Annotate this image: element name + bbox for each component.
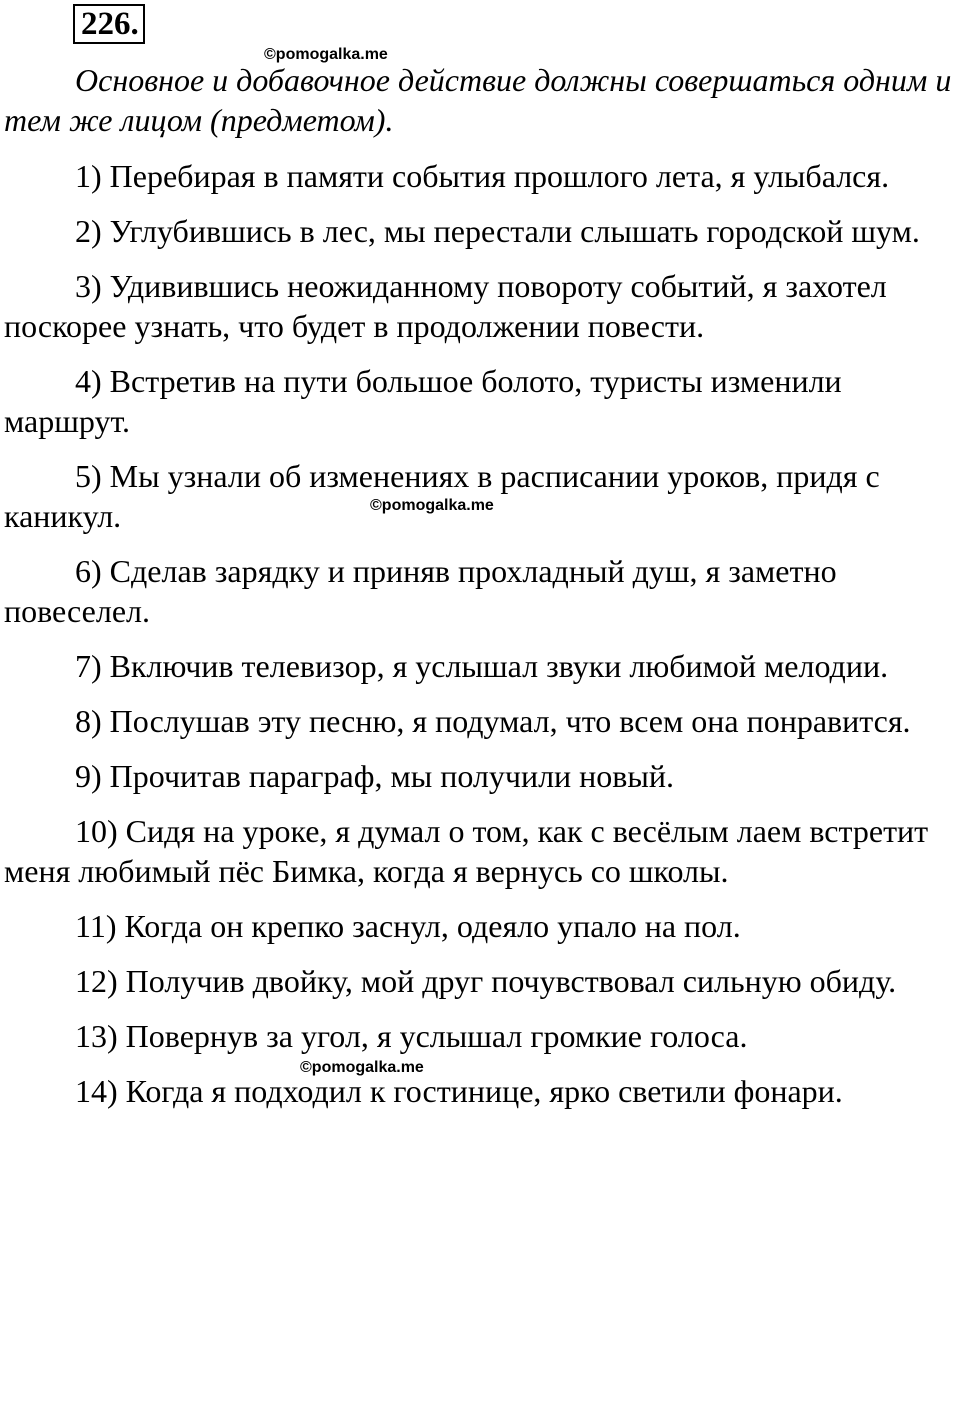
sentence-item: 3) Удивившись неожиданному повороту событий, я захотел поскорее узнать, что будет в продолжении повести. (4, 268, 887, 344)
sentence-item: 4) Встретив на пути большое болото, туристы изменили маршрут. (4, 363, 842, 439)
sentence-item: 8) Послушав эту песню, я подумал, что всем она понравится. (75, 703, 911, 739)
watermark: ©pomogalka.me (370, 497, 494, 514)
watermark: ©pomogalka.me (300, 1059, 424, 1076)
sentence-item: 10) Сидя на уроке, я думал о том, как с весёлым лаем встретит меня любимый пёс Бимка, когда я вернусь со школы. (4, 813, 929, 889)
rule-paragraph: Основное и добавочное действие должны совершаться одним и тем же лицом (предметом). (4, 62, 952, 138)
sentence-item: 11) Когда он крепко заснул, одеяло упало на пол. (75, 908, 741, 944)
exercise-text (4, 60, 954, 1126)
sentence-item: 9) Прочитав параграф, мы получили новый. (75, 758, 675, 794)
exercise-number: 226. (73, 4, 145, 44)
sentence-item: 6) Сделав зарядку и приняв прохладный душ, я заметно повеселел. (4, 553, 837, 629)
sentence-item: 13) Повернув за угол, я услышал громкие голоса. (75, 1018, 748, 1054)
sentence-item: 5) Мы узнали об изменениях в расписании уроков, придя с каникул. (4, 458, 880, 534)
sentence-item: 7) Включив телевизор, я услышал звуки любимой мелодии. (75, 648, 889, 684)
sentence-item: 1) Перебирая в памяти события прошлого лета, я улыбался. (75, 158, 890, 194)
sentence-item: 12) Получив двойку, мой друг почувствовал сильную обиду. (75, 963, 897, 999)
watermark: ©pomogalka.me (264, 46, 388, 63)
sentence-item: 2) Углубившись в лес, мы перестали слышать городской шум. (75, 213, 920, 249)
sentence-item: 14) Когда я подходил к гостинице, ярко светили фонари. (75, 1073, 843, 1109)
